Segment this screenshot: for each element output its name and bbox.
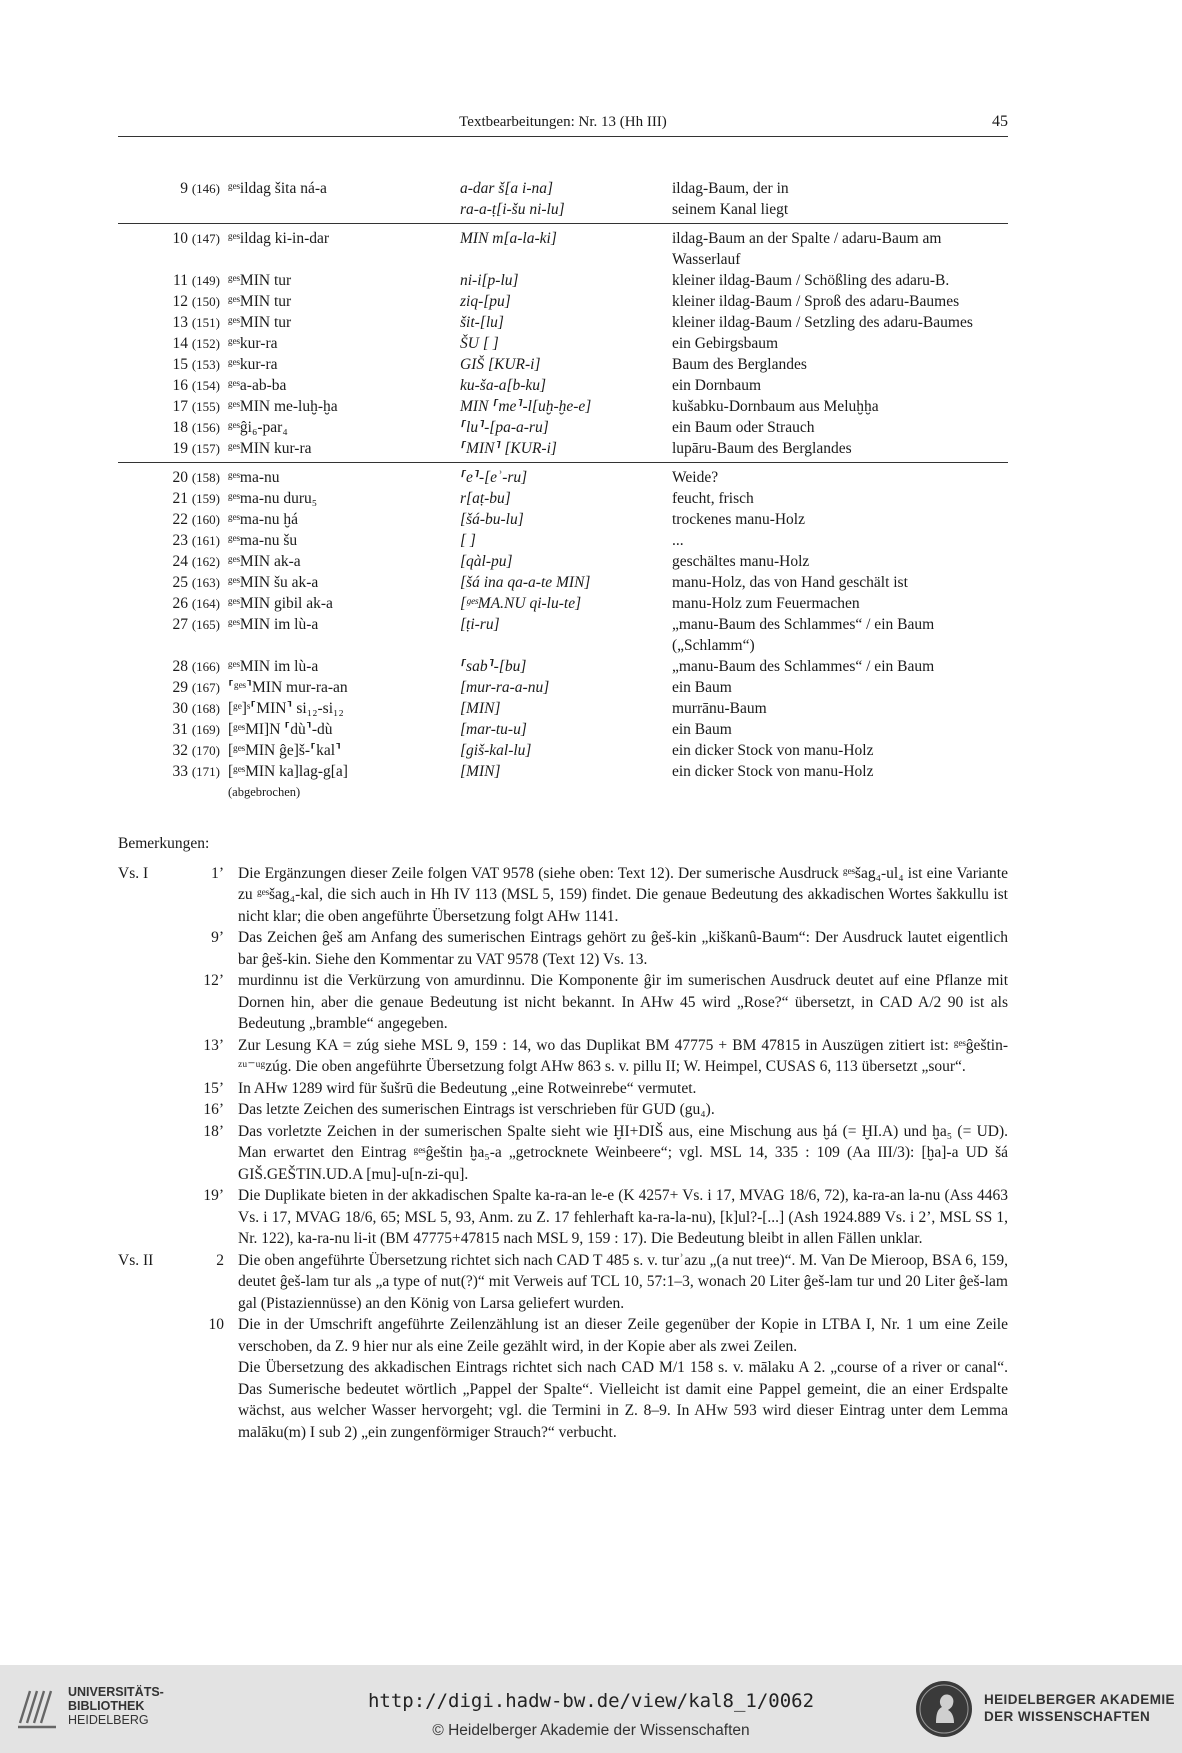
translation-entry: ein Baum oder Strauch <box>672 419 815 436</box>
sumerian-entry: ᵍᵉˢMIN ak-a <box>228 553 301 570</box>
sumerian-entry: [ᵍᵉˢMI]N ⸢dù⸣-dù <box>228 721 333 738</box>
line-number: 18 (156) <box>172 419 220 436</box>
remark-line-ref: 10 <box>208 1316 224 1333</box>
akkadian-entry: a-dar š[a i-na] ra-a-ṭ[i-šu ni-lu] <box>460 180 565 218</box>
ub-line-1: UNIVERSITÄTS- <box>68 1685 164 1699</box>
akkadian-entry: [qàl-pu] <box>460 553 513 570</box>
remark-item <box>118 1357 1008 1443</box>
remark-line-ref: 12’ <box>203 972 224 989</box>
remark-line-ref: 16’ <box>203 1101 224 1118</box>
sumerian-entry: ᵍᵉˢildag šita ná-a <box>228 180 327 197</box>
remark-item <box>118 863 1008 928</box>
line-number: 28 (166) <box>172 658 220 675</box>
akkadian-entry: [mar-tu-u] <box>460 721 527 738</box>
table-row <box>118 270 1008 291</box>
page-number: 45 <box>992 113 1008 130</box>
remarks-list <box>118 863 1008 1444</box>
akkadian-entry: [MIN] <box>460 700 501 717</box>
line-number: 15 (153) <box>172 356 220 373</box>
translation-entry: ildag-Baum, der in seinem Kanal liegt <box>672 180 789 218</box>
remark-text: Die Übersetzung des akkadischen Eintrags richtet sich nach CAD M/1 158 s. v. mālaku A 2. „course of a river or canal“. Das Sumerische bedeutet wörtlich „Pappel der Spalte“. Vielleicht ist damit eine Pappel gemeint, die an einer Erdspalte wächst, aus welcher Wasser hervorgeht; vgl. die Termini in Z. 8–9. In AHw 593 wird dieser Eintrag unter dem Lemma malāku(m) I sub 2) „ein zungenförmiger Strauch?“ verbucht. <box>238 1359 1008 1441</box>
table-row <box>118 467 1008 488</box>
translation-entry: „manu-Baum des Schlammes“ / ein Baum („Schlamm“) <box>672 616 935 654</box>
table-row <box>118 677 1008 698</box>
translation-entry: kušabku-Dornbaum aus Meluḫḫa <box>672 398 879 415</box>
line-number: 29 (167) <box>172 679 220 696</box>
remarks-section <box>118 833 1008 1443</box>
remark-text: In AHw 1289 wird für šušrū die Bedeutung „eine Rotweinrebe“ vermutet. <box>238 1079 697 1097</box>
line-number: 9 (146) <box>180 180 220 197</box>
sumerian-entry: ᵍᵉˢMIN me-luḫ-ḫa <box>228 398 338 415</box>
remark-line-ref: 2 <box>216 1251 224 1269</box>
table-row <box>118 417 1008 438</box>
remark-line-ref: 1’ <box>211 864 224 882</box>
sumerian-entry: ᵍᵉˢMIN tur <box>228 314 292 331</box>
akkadian-entry: GIŠ [KUR-i] <box>460 356 541 373</box>
remark-line-ref: 18’ <box>203 1122 224 1140</box>
remark-item <box>118 1035 1008 1078</box>
translation-entry: ein dicker Stock von manu-Holz <box>672 763 874 780</box>
line-number: 21 (159) <box>172 490 220 507</box>
akkadian-entry: [ᵍᵉˢMA.NU qi-lu-te] <box>460 595 582 612</box>
translation-entry: Weide? <box>672 469 719 486</box>
akkadian-entry: [šá-bu-lu] <box>460 511 524 528</box>
akkadian-entry: ⸢e⸣-[eʾ-ru] <box>460 469 528 486</box>
remark-item <box>118 927 1008 970</box>
translation-entry: ein Gebirgsbaum <box>672 335 779 352</box>
remark-text: Zur Lesung KA = zúg siehe MSL 9, 159 : 14, wo das Duplikat BM 47775 + BM 47815 in Auszügen zitiert ist: ᵍᵉˢĝeštin-ᶻᵘ⁻ᵘᵍzúg. Die oben angeführte Übersetzung folgt AHw 863 s. v. pillu II; W. Heimpel, CUSAS 6, 113 übersetzt „sour“. <box>238 1036 1008 1075</box>
table-row <box>118 375 1008 396</box>
akkadian-entry: ŠU [ ] <box>460 335 499 352</box>
line-number: 11 (149) <box>173 272 220 289</box>
akkadian-entry: ⸢MIN⸣ [KUR-i] <box>460 440 557 457</box>
line-number: 19 (157) <box>172 440 220 457</box>
sumerian-entry: ᵍᵉˢildag ki-in-dar <box>228 230 330 247</box>
akkadian-entry: ⸢sab⸣-[bu] <box>460 658 527 675</box>
table-row <box>118 530 1008 551</box>
table-row <box>118 761 1008 782</box>
remark-section-label <box>118 970 178 1035</box>
translation-entry: ildag-Baum an der Spalte / adaru-Baum am Wasserlauf <box>672 230 942 268</box>
remark-item <box>118 1078 1008 1100</box>
remark-line-ref: 15’ <box>203 1079 224 1097</box>
translation-entry: kleiner ildag-Baum / Setzling des adaru-Baumes <box>672 314 973 331</box>
akkadian-entry: MIN m[a-la-ki] <box>460 230 557 247</box>
remark-text: murdinnu ist die Verkürzung von amurdinnu. Die Komponente ĝir im sumerischen Ausdruck deutet auf eine Pflanze mit Dornen hin, aber die genaue Bedeutung ist nicht bekannt. In AHw 45 wird „Rose?“ übersetzt, in CAD A/2 90 ist als Bedeutung „bramble“ angegeben. <box>238 972 1008 1032</box>
remark-section-label: Vs. I <box>118 864 149 882</box>
translation-entry: „manu-Baum des Schlammes“ / ein Baum <box>672 658 935 675</box>
remark-line-ref: 19’ <box>203 1187 224 1204</box>
akkadian-entry: [ ] <box>460 532 476 549</box>
remark-text: Das vorletzte Zeichen in der sumerischen Spalte sieht wie ḪI+DIŠ aus, eine Mischung aus ḫá (= ḪI.A) und ḫa₅ (= UD). Man erwartet den Eintrag ᵍᵉˢĝeštin ḫa₅-a „getrocknete Weinbeere“; vgl. MSL 14, 335 : 109 (Aa III/3): [ḫa]-a UD šá GIŠ.GEŠTIN.UD.A [mu]-u[n-zi-qu]. <box>238 1122 1008 1183</box>
table-row <box>118 593 1008 614</box>
line-number: 22 (160) <box>172 511 220 528</box>
table-row <box>118 740 1008 761</box>
sumerian-entry: ᵍᵉˢma-nu ḫá <box>228 511 299 528</box>
remark-item <box>118 1250 1008 1315</box>
translation-entry: ein Baum <box>672 679 732 696</box>
line-number: 14 (152) <box>172 335 220 352</box>
sumerian-entry: ᵍᵉˢMIN šu ak-a <box>228 574 319 591</box>
akkadian-entry: MIN ⸢me⸣-l[uḫ-ḫe-e] <box>460 398 592 415</box>
line-number: 33 (171) <box>172 763 220 780</box>
translation-entry: ein dicker Stock von manu-Holz <box>672 742 874 759</box>
remark-item <box>118 1099 1008 1121</box>
remark-text: Die Duplikate bieten in der akkadischen Spalte ka-ra-an le-e (K 4257+ Vs. i 17, MVAG 18/6, 72), ka-ra-an la-nu (Ass 4463 Vs. i 17, MVAG 18/6, 65; MSL 5, 93, Anm. zu Z. 17 fehlerhaft ka-ra-la-nu), [k]ul?-[...] (Ash 1924.889 Vs. i 2’, MSL SS 1, Nr. 122), ka-ra-nu li-it (BM 47775+47815 nach MSL 9, 159 : 17). Die Bedeutung bleibt in allen Fällen unklar. <box>238 1187 1008 1247</box>
line-number: 20 (158) <box>172 469 220 486</box>
sumerian-entry: ᵍᵉˢma-nu duru₅ <box>228 490 318 507</box>
akkadian-entry: ku-ša-a[b-ku] <box>460 377 547 394</box>
remark-item <box>118 970 1008 1035</box>
table-row <box>118 396 1008 417</box>
sumerian-entry: ⸢ᵍᵉˢ⸣MIN mur-ra-an <box>228 679 348 696</box>
running-header <box>118 112 1008 137</box>
akkadian-entry: [MIN] <box>460 763 501 780</box>
academy-name <box>984 1691 1175 1725</box>
sumerian-entry: [ᵍᵉˢMIN ka]lag-g[a] <box>228 763 348 780</box>
akkadian-entry: ⸢lu⸣-[pa-a-ru] <box>460 419 549 436</box>
line-number: 31 (169) <box>172 721 220 738</box>
line-number: 24 (162) <box>172 553 220 570</box>
remark-item <box>118 1185 1008 1250</box>
akkadian-entry: ziq-[pu] <box>460 293 511 310</box>
table-row <box>118 572 1008 593</box>
remark-section-label <box>118 1035 178 1078</box>
sumerian-entry: ᵍᵉˢMIN tur <box>228 272 292 289</box>
remarks-heading: Bemerkungen: <box>118 835 210 852</box>
translation-entry: ein Dornbaum <box>672 377 762 394</box>
remark-text: Die in der Umschrift angeführte Zeilenzählung ist an dieser Zeile gegenüber der Kopie in LTBA I, Nr. 1 um eine Zeile verschoben, da Z. 9 hier nur als eine Zeile gezählt wird, in der Kopie aber als zwei Zeilen. <box>238 1316 1008 1355</box>
line-number: 13 (151) <box>172 314 220 331</box>
remark-section-label <box>118 1357 178 1443</box>
translation-entry: kleiner ildag-Baum / Sproß des adaru-Baumes <box>672 293 960 310</box>
table-row <box>118 488 1008 509</box>
translation-entry: trockenes manu-Holz <box>672 511 805 528</box>
sumerian-entry: ᵍᵉˢma-nu <box>228 469 280 486</box>
remark-line-ref: 9’ <box>211 929 224 946</box>
table-row <box>118 312 1008 333</box>
remark-section-label <box>118 1078 178 1100</box>
akkadian-entry: [šá ina qa-a-te MIN] <box>460 574 591 591</box>
translation-entry: manu-Holz, das von Hand geschält ist <box>672 574 908 591</box>
translation-entry: geschältes manu-Holz <box>672 553 810 570</box>
remark-item <box>118 1314 1008 1357</box>
sumerian-entry: ᵍᵉˢkur-ra <box>228 335 278 352</box>
sumerian-entry: ᵍᵉˢma-nu šu <box>228 532 298 549</box>
akkadian-entry: ni-i[p-lu] <box>460 272 519 289</box>
akkadian-entry: [giš-kal-lu] <box>460 742 532 759</box>
remark-section-label <box>118 1099 178 1121</box>
sumerian-entry: ᵍᵉˢMIN im lù-a <box>228 658 319 675</box>
table-row <box>118 178 1008 224</box>
remark-section-label <box>118 1185 178 1250</box>
translation-entry: lupāru-Baum des Berglandes <box>672 440 852 457</box>
translation-entry: ... <box>672 532 684 549</box>
translation-entry: kleiner ildag-Baum / Schößling des adaru-B. <box>672 272 950 289</box>
permalink-url[interactable]: http://digi.hadw-bw.de/view/kal8_1/0062 <box>367 1690 815 1712</box>
remark-section-label <box>118 927 178 970</box>
remark-item <box>118 1121 1008 1186</box>
footer-bar <box>0 1665 1182 1753</box>
akkadian-entry: r[aṭ-bu] <box>460 490 511 507</box>
table-row <box>118 719 1008 740</box>
table-row <box>118 614 1008 656</box>
line-number: 32 (170) <box>172 742 220 759</box>
line-number: 16 (154) <box>172 377 220 394</box>
sumerian-entry: ᵍᵉˢMIN im lù-a <box>228 616 319 633</box>
remark-text: Die oben angeführte Übersetzung richtet sich nach CAD T 485 s. v. turʾazu „(a nut tree)“. M. Van De Mieroop, BSA 6, 159, deutet ĝeš-lam tur als „a type of nut(?)“ mit Verweis auf TCL 10, 57:1–3, wonach 20 Liter ĝeš-lam tur und 20 Liter ĝeš-lam gal (Pistaziennüsse) an den König von Larsa geliefert wurden. <box>238 1251 1008 1312</box>
sumerian-entry: ᵍᵉˢa-ab-ba <box>228 377 287 394</box>
header-title: Textbearbeitungen: Nr. 13 (Hh III) <box>459 114 667 130</box>
remark-text: Die Ergänzungen dieser Zeile folgen VAT 9578 (siehe oben: Text 12). Der sumerische Ausdruck ᵍᵉˢšag₄-ul₄ ist eine Variante zu ᵍᵉˢšag₄-kal, die sich auch in Hh IV 113 (MSL 5, 159) findet. Die genaue Bedeutung des akkadischen Wortes šakkullu ist nicht klar; die oben angeführte Übersetzung folgt AHw 1141. <box>238 864 1008 925</box>
line-number: 30 (168) <box>172 700 220 717</box>
line-number: 12 (150) <box>172 293 220 310</box>
remark-line-ref: 13’ <box>203 1036 224 1054</box>
remark-section-label <box>118 1314 178 1357</box>
sumerian-entry: ᵍᵉˢĝi₆-par₄ <box>228 419 288 436</box>
akkadian-entry: [mur-ra-a-nu] <box>460 679 550 696</box>
translation-entry: feucht, frisch <box>672 490 754 507</box>
sumerian-entry: [ᵍᵉˢMIN ĝe]š-⸢kal⸣ <box>228 742 342 759</box>
academy-line-2: DER WISSENSCHAFTEN <box>984 1709 1151 1724</box>
sumerian-entry: [ᵍᵉ]ˢ⸢MIN⸣ si₁₂-si₁₂ <box>228 700 344 717</box>
academy-seal-icon <box>914 1679 974 1739</box>
remark-section-label: Vs. II <box>118 1251 154 1269</box>
table-row <box>118 438 1008 463</box>
sumerian-entry: ᵍᵉˢMIN kur-ra <box>228 440 312 457</box>
table-row <box>118 291 1008 312</box>
sumerian-entry: ᵍᵉˢMIN tur <box>228 293 292 310</box>
table-row <box>118 656 1008 677</box>
line-number: 17 (155) <box>172 398 220 415</box>
akkadian-entry: [ṭi-ru] <box>460 616 500 633</box>
line-number: 10 (147) <box>172 230 220 247</box>
sumerian-entry: ᵍᵉˢkur-ra <box>228 356 278 373</box>
table-row <box>118 354 1008 375</box>
ub-line-2: BIBLIOTHEK <box>68 1699 145 1713</box>
line-number: 23 (161) <box>172 532 220 549</box>
akkadian-entry: šit-[lu] <box>460 314 504 331</box>
lexical-table <box>118 178 1008 803</box>
ub-line-3: HEIDELBERG <box>68 1713 149 1727</box>
line-number: 26 (164) <box>172 595 220 612</box>
table-row <box>118 333 1008 354</box>
sumerian-entry: ᵍᵉˢMIN gibil ak-a <box>228 595 333 612</box>
broken-off-note-row <box>118 782 1008 803</box>
remark-text: Das letzte Zeichen des sumerischen Eintrags ist verschrieben für GUD (gu₄). <box>238 1101 715 1118</box>
remark-line-ref <box>178 1357 238 1443</box>
line-number: 25 (163) <box>172 574 220 591</box>
table-row <box>118 551 1008 572</box>
remark-section-label <box>118 1121 178 1186</box>
table-row <box>118 509 1008 530</box>
copyright-notice: © Heidelberger Akademie der Wissenschaften <box>432 1722 750 1739</box>
translation-entry: murrānu-Baum <box>672 700 767 717</box>
line-number: 27 (165) <box>172 616 220 633</box>
table-row <box>118 228 1008 270</box>
translation-entry: Baum des Berglandes <box>672 356 807 373</box>
table-row <box>118 698 1008 719</box>
academy-line-1: HEIDELBERGER AKADEMIE <box>984 1692 1175 1707</box>
translation-entry: ein Baum <box>672 721 732 738</box>
broken-off-note: (abgebrochen) <box>228 785 301 799</box>
translation-entry: manu-Holz zum Feuermachen <box>672 595 860 612</box>
remark-text: Das Zeichen ĝeš am Anfang des sumerischen Eintrags gehört zu ĝeš-kin „kiškanû-Baum“: Der Ausdruck lautet eigentlich bar ĝeš-kin. Siehe den Kommentar zu VAT 9578 (Text 12) Vs. 13. <box>238 929 1008 968</box>
